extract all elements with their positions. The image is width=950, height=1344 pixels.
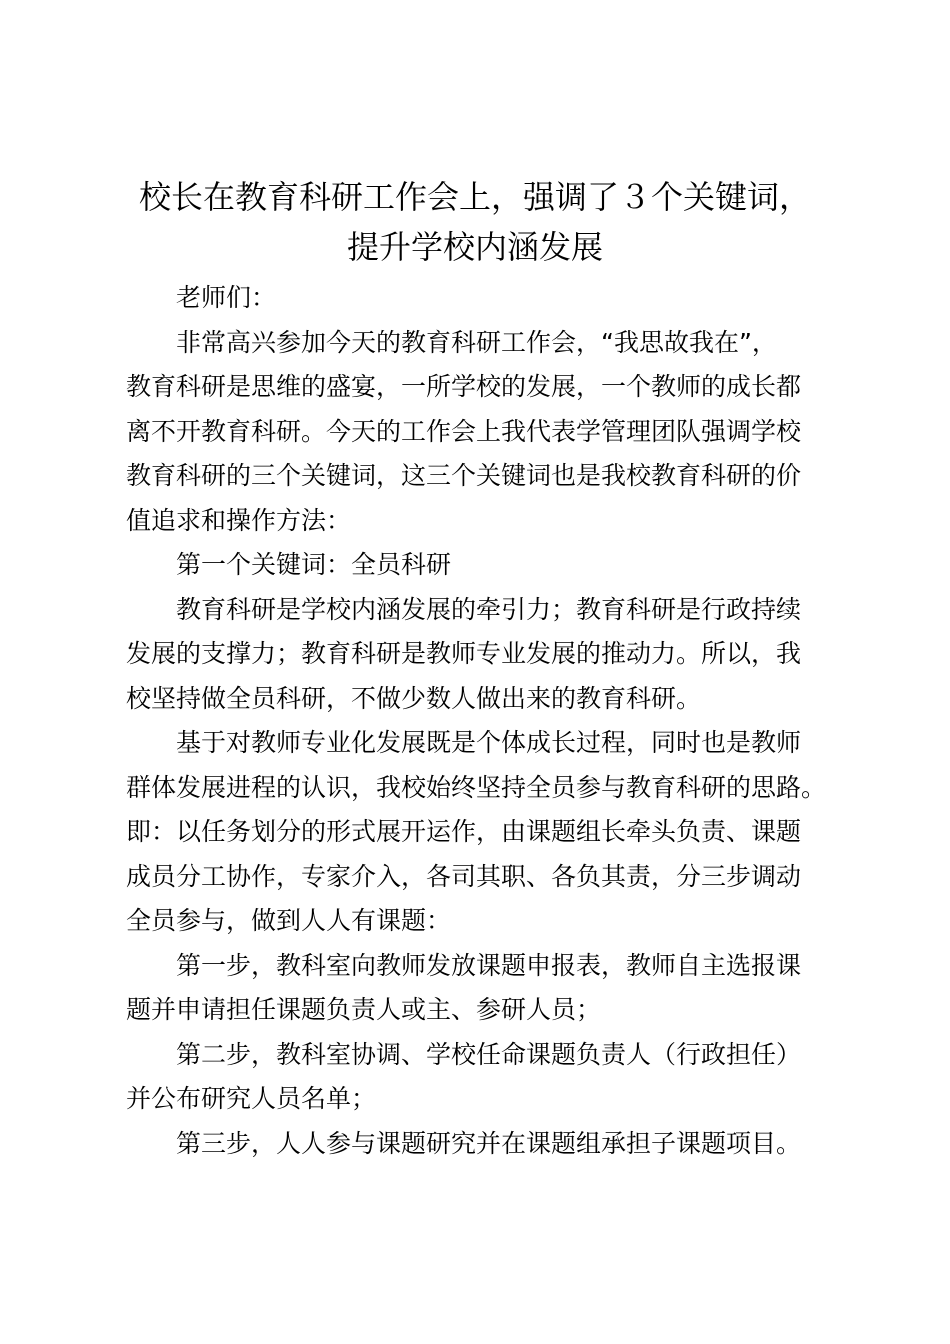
salutation: 老师们： [176, 283, 277, 312]
step-line: 第二步，教科室协调、学校任命课题负责人（行政担任） [176, 1039, 802, 1069]
paragraph-line: 教育科研的三个关键词，这三个关键词也是我校教育科研的价 [126, 461, 802, 490]
paragraph-line: 即：以任务划分的形式展开运作，由课题组长牵头负责、课题 [126, 817, 802, 846]
document-body [126, 276, 836, 1166]
document-title [100, 172, 850, 272]
paragraph-line: 发展的支撑力；教育科研是教师专业发展的推动力。所以，我 [126, 639, 802, 668]
paragraph-line: 离不开教育科研。今天的工作会上我代表学管理团队强调学校 [126, 416, 802, 446]
title-line-1: 校长在教育科研工作会上，强调了３个关键词， [138, 178, 811, 216]
paragraph-line: 值追求和操作方法： [126, 505, 352, 535]
paragraph-line: 群体发展进程的认识，我校始终坚持全员参与教育科研的思路。 [126, 772, 827, 802]
step-line: 第三步，人人参与课题研究并在课题组承担子课题项目。 [176, 1128, 802, 1158]
paragraph-line: 成员分工协作，专家介入，各司其职、各负其责，分三步调动 [126, 861, 802, 891]
paragraph-line: 全员参与，做到人人有课题： [126, 906, 452, 935]
paragraph-line: 非常高兴参加今天的教育科研工作会，“我思故我在”， [176, 327, 777, 357]
step-line: 第一步，教科室向教师发放课题申报表，教师自主选报课 [176, 950, 802, 980]
step-line: 并公布研究人员名单； [126, 1084, 377, 1113]
title-line-2: 提升学校内涵发展 [346, 228, 603, 266]
paragraph-line: 基于对教师专业化发展既是个体成长过程，同时也是教师 [176, 728, 802, 757]
step-line: 题并申请担任课题负责人或主、参研人员； [126, 995, 602, 1024]
paragraph-line: 教育科研是学校内涵发展的牵引力；教育科研是行政持续 [176, 594, 802, 624]
section-heading: 第一个关键词：全员科研 [176, 550, 452, 579]
paragraph-line: 教育科研是思维的盛宴，一所学校的发展，一个教师的成长都 [126, 372, 802, 401]
paragraph-line: 校坚持做全员科研，不做少数人做出来的教育科研。 [126, 683, 702, 713]
